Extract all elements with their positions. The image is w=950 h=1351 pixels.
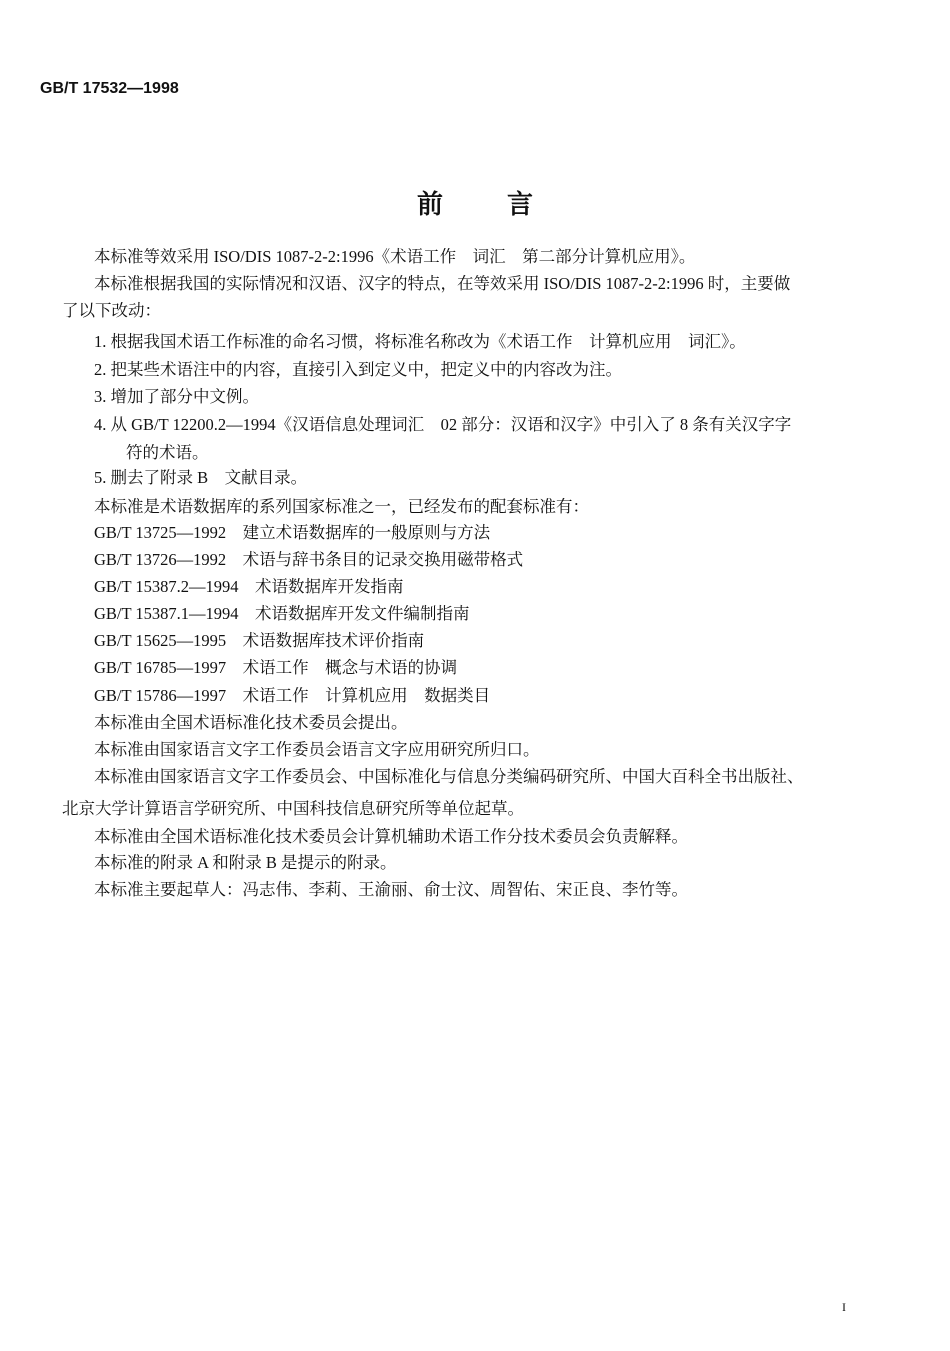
text-line: 本标准是术语数据库的系列国家标准之一，已经发布的配套标准有：	[94, 497, 589, 516]
text-line: 本标准由全国术语标准化技术委员会提出。	[94, 713, 408, 732]
text-line: GB/T 15625—1995 术语数据库技术评价指南	[94, 631, 425, 650]
text-line: 2. 把某些术语注中的内容，直接引入到定义中，把定义中的内容改为注。	[94, 360, 622, 379]
text-line: GB/T 15786—1997 术语工作 计算机应用 数据类目	[94, 686, 491, 705]
text-line: 3. 增加了部分中文例。	[94, 387, 259, 406]
text-line: 本标准的附录 A 和附录 B 是提示的附录。	[94, 853, 397, 872]
text-line: 本标准由全国术语标准化技术委员会计算机辅助术语工作分技术委员会负责解释。	[94, 827, 688, 846]
text-line: 本标准根据我国的实际情况和汉语、汉字的特点，在等效采用 ISO/DIS 1087-2-2:1996 时，主要做	[94, 274, 791, 293]
text-line: 本标准由国家语言文字工作委员会语言文字应用研究所归口。	[94, 740, 540, 759]
text-line: 5. 删去了附录 B 文献目录。	[94, 468, 308, 487]
page-number: I	[842, 1300, 846, 1314]
text-line: 了以下改动：	[62, 301, 161, 320]
text-line: 北京大学计算语言学研究所、中国科技信息研究所等单位起草。	[62, 799, 524, 818]
text-line: 4. 从 GB/T 12200.2—1994《汉语信息处理词汇 02 部分：汉语和汉字》中引入了 8 条有关汉字字	[94, 415, 792, 434]
text-line: 本标准由国家语言文字工作委员会、中国标准化与信息分类编码研究所、中国大百科全书出版社、	[94, 767, 804, 786]
text-line: 本标准等效采用 ISO/DIS 1087-2-2:1996《术语工作 词汇 第二部分计算机应用》。	[94, 247, 696, 266]
text-line: GB/T 13725—1992 建立术语数据库的一般原则与方法	[94, 523, 491, 542]
text-line: GB/T 16785—1997 术语工作 概念与术语的协调	[94, 658, 458, 677]
standard-number-header: GB/T 17532—1998	[40, 80, 179, 97]
page-title: 前言	[416, 190, 597, 220]
text-line: GB/T 15387.2—1994 术语数据库开发指南	[94, 577, 404, 596]
text-line: 本标准主要起草人：冯志伟、李莉、王渝丽、俞士汶、周智佑、宋正良、李竹等。	[94, 880, 688, 899]
text-line: 符的术语。	[126, 443, 209, 462]
text-line: GB/T 13726—1992 术语与辞书条目的记录交换用磁带格式	[94, 550, 524, 569]
text-line: 1. 根据我国术语工作标准的命名习惯，将标准名称改为《术语工作 计算机应用 词汇》。	[94, 332, 746, 351]
text-line: GB/T 15387.1—1994 术语数据库开发文件编制指南	[94, 604, 470, 623]
